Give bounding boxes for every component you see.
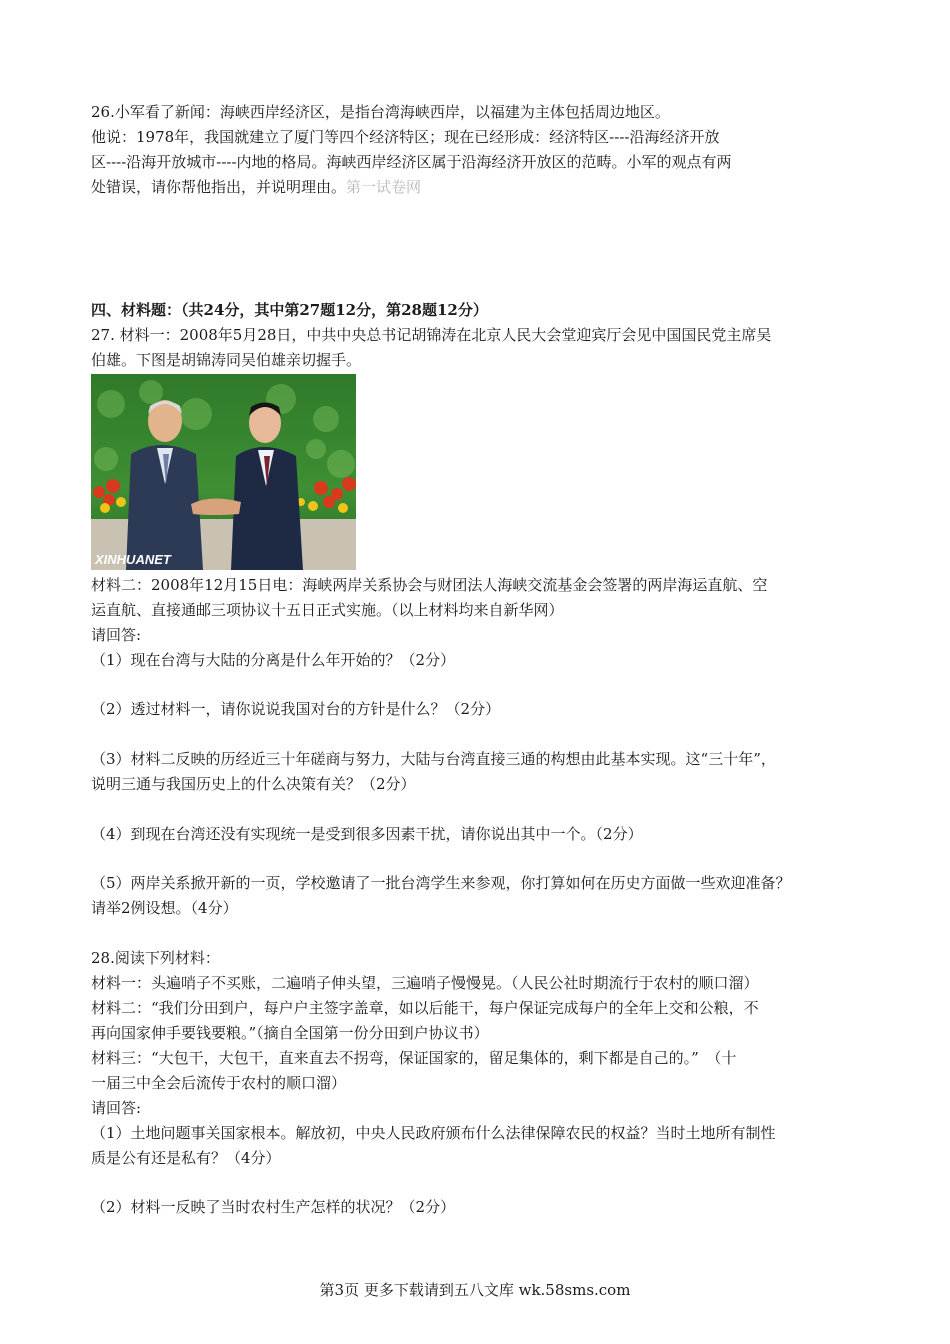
q26-line-4-text: 处错误，请你帮他指出，并说明理由。 — [91, 178, 347, 196]
page-footer: 第3页 更多下载请到五八文库 wk.58sms.com — [319, 1281, 631, 1299]
q28-material-2-line-2: 再向国家伸手要钱要粮。”（摘自全国第一份分田到户协议书） — [91, 1024, 489, 1042]
q28-material-3-line-1: 材料三：“大包干，大包干，直来直去不拐弯，保证国家的，留足集体的，剩下都是自己的。” （十 — [91, 1049, 737, 1067]
q27-prompt: 请回答: — [91, 626, 142, 644]
watermark-text: 第一试卷网 — [346, 178, 422, 196]
q27-sub-5-line-2: 请举2例设想。（4分） — [91, 899, 238, 917]
q26-line-3: 区----沿海开放城市----内地的格局。海峡西岸经济区属于沿海经济开放区的范畴。小军的观点有两 — [91, 153, 732, 171]
photo-caption: XINHUANET — [95, 552, 171, 567]
q27-sub-5-line-1: （5）两岸关系掀开新的一页，学校邀请了一批台湾学生来参观，你打算如何在历史方面做一些欢迎准备？ — [91, 874, 791, 892]
q27-sub-3-line-2: 说明三通与我国历史上的什么决策有关？（2分） — [91, 775, 416, 793]
handshake-photo — [91, 374, 356, 570]
q28-prompt: 请回答: — [91, 1099, 142, 1117]
q28-material-3-line-2: 一届三中全会后流传于农村的顺口溜） — [91, 1074, 347, 1092]
q28-sub-1-line-1: （1）土地问题事关国家根本。解放初，中央人民政府颁布什么法律保障农民的权益？当时土地所有制性 — [91, 1124, 776, 1142]
q26-line-1: 26.小军看了新闻：海峡西岸经济区，是指台湾海峡西岸，以福建为主体包括周边地区。 — [91, 103, 670, 121]
q27-sub-3-line-1: （3）材料二反映的历经近三十年磋商与努力，大陆与台湾直接三通的构想由此基本实现。这“三十年”， — [91, 750, 776, 768]
q28-title: 28.阅读下列材料： — [91, 949, 220, 967]
q27-sub-1: （1）现在台湾与大陆的分离是什么年开始的？（2分） — [91, 651, 456, 669]
q27-material-2-line-1: 材料二：2008年12月15日电：海峡两岸关系协会与财团法人海峡交流基金会签署的两岸海运直航、空 — [91, 576, 768, 594]
q26-line-2: 他说：1978年，我国就建立了厦门等四个经济特区；现在已经形成：经济特区----沿海经济开放 — [91, 128, 720, 146]
section-4-heading: 四、材料题：（共24分，其中第27题12分，第28题12分） — [91, 301, 488, 319]
q28-sub-1-line-2: 质是公有还是私有？（4分） — [91, 1149, 281, 1167]
q27-sub-2: （2）透过材料一，请你说说我国对台的方针是什么？（2分） — [91, 700, 501, 718]
q27-material-1-line-1: 27. 材料一：2008年5月28日，中共中央总书记胡锦涛在北京人民大会堂迎宾厅会见中国国民党主席吴 — [91, 326, 772, 344]
q28-material-1: 材料一：头遍哨子不买账，二遍哨子伸头望，三遍哨子慢慢晃。（人民公社时期流行于农村的顺口溜） — [91, 974, 759, 992]
q27-sub-4: （4）到现在台湾还没有实现统一是受到很多因素干扰，请你说出其中一个。（2分） — [91, 825, 643, 843]
q27-material-2-line-2: 运直航、直接通邮三项协议十五日正式实施。（以上材料均来自新华网） — [91, 601, 564, 619]
q27-material-1-line-2: 伯雄。下图是胡锦涛同吴伯雄亲切握手。 — [91, 351, 362, 369]
q28-material-2-line-1: 材料二：“我们分田到户，每户户主签字盖章，如以后能干，每户保证完成每户的全年上交和公粮，不 — [91, 999, 759, 1017]
q28-sub-2: （2）材料一反映了当时农村生产怎样的状况？（2分） — [91, 1198, 456, 1216]
q26-line-4 — [91, 176, 871, 198]
